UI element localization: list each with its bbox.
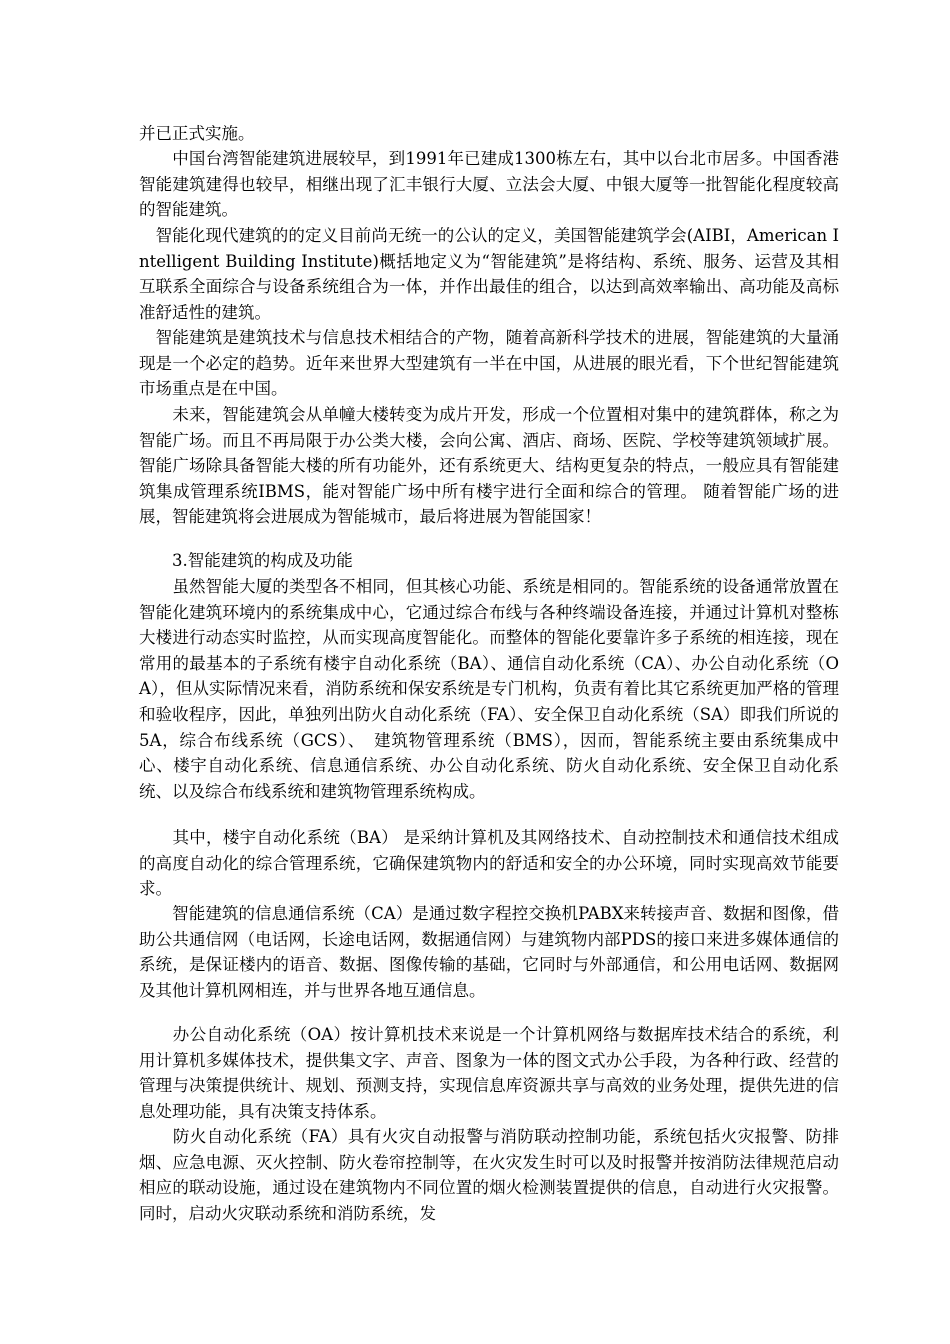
paragraph-oa: 办公自动化系统（OA）按计算机技术来说是一个计算机网络与数据库技术结合的系统，利用计算机多媒体技术，提供集文字、声音、图象为一体的图文式办公手段，为各种行政、经营的管理与决策提供统计、规划、预测支持，实现信息库资源共享与高效的业务处理，提供先进的信息处理功能，具有决策支持体系。	[139, 1025, 839, 1121]
paragraph-taiwan-hongkong: 中国台湾智能建筑进展较早，到1991年已建成1300栋左右，其中以台北市居多。中国香港智能建筑建得也较早，相继出现了汇丰银行大厦、立法会大厦、中银大厦等一批智能化程度较高的智能建筑。	[139, 149, 839, 220]
paragraph-ca: 智能建筑的信息通信系统（CA）是通过数字程控交换机PABX来转接声音、数据和图像，借助公共通信网（电话网，长途电话网，数据通信网）与建筑物内部PDS的接口来进多媒体通信的系统，是保证楼内的语音、数据、图像传输的基础，它同时与外部通信，和公用电话网、数据网及其他计算机网相连，并与世界各地互通信息。	[139, 904, 839, 1000]
section-heading: 3.智能建筑的构成及功能	[172, 551, 353, 570]
paragraph-fa: 防火自动化系统（FA）具有火灾自动报警与消防联动控制功能，系统包括火灾报警、防排烟、应急电源、灭火控制、防火卷帘控制等，在火灾发生时可以及时报警并按消防法律规范启动相应的联动设施，通过设在建筑物内不同位置的烟火检测装置提供的信息，自动进行火灾报警。同时，启动火灾联动系统和消防系统，发	[139, 1127, 839, 1223]
paragraph-core-systems: 虽然智能大厦的类型各不相同，但其核心功能、系统是相同的。智能系统的设备通常放置在智能化建筑环境内的系统集成中心，它通过综合布线与各种终端设备连接，并通过计算机对整栋大楼进行动态实时监控，从而实现高度智能化。而整体的智能化要靠许多子系统的相连接，现在常用的最基本的子系统有楼宇自动化系统（BA）、通信自动化系统（CA）、办公自动化系统（OA），但从实际情况来看，消防系统和保安系统是专门机构，负责有着比其它系统更加严格的管理和验收程序，因此，单独列出防火自动化系统（FA）、安全保卫自动化系统（SA）即我们所说的5A，综合布线系统（GCS）、 建筑物管理系统（BMS），因而，智能系统主要由系统集成中心、楼宇自动化系统、信息通信系统、办公自动化系统、防火自动化系统、安全保卫自动化系统、以及综合布线系统和建筑物管理系统构成。	[139, 577, 839, 801]
paragraph-definition: 智能化现代建筑的的定义目前尚无统一的公认的定义，美国智能建筑学会(AIBI，American Intelligent Building Institute)概括地定义为“智能建筑”是将结构、系统、服务、运营及其相互联系全面综合与设备系统组合为一体，并作出最佳的组合，以达到高效率输出、高功能及高标准舒适性的建筑。	[139, 226, 839, 322]
paragraph-future: 未来，智能建筑会从单幢大楼转变为成片开发，形成一个位置相对集中的建筑群体，称之为智能广场。而且不再局限于办公类大楼，会向公寓、酒店、商场、医院、学校等建筑领域扩展。智能广场除具备智能大楼的所有功能外，还有系统更大、结构更复杂的特点，一般应具有智能建筑集成管理系统IBMS，能对智能广场中所有楼宇进行全面和综合的管理。 随着智能广场的进展，智能建筑将会进展成为智能城市，最后将进展为智能国家！	[139, 405, 839, 527]
paragraph-ba: 其中，楼宇自动化系统（BA） 是采纳计算机及其网络技术、自动控制技术和通信技术组成的高度自动化的综合管理系统，它确保建筑物内的舒适和安全的办公环境，同时实现高效节能要求。	[139, 828, 839, 899]
paragraph-1: 并已正式实施。	[139, 124, 255, 143]
paragraph-trend: 智能建筑是建筑技术与信息技术相结合的产物，随着高新科学技术的进展，智能建筑的大量涌现是一个必定的趋势。近年来世界大型建筑有一半在中国，从进展的眼光看，下个世纪智能建筑市场重点是在中国。	[139, 328, 839, 399]
